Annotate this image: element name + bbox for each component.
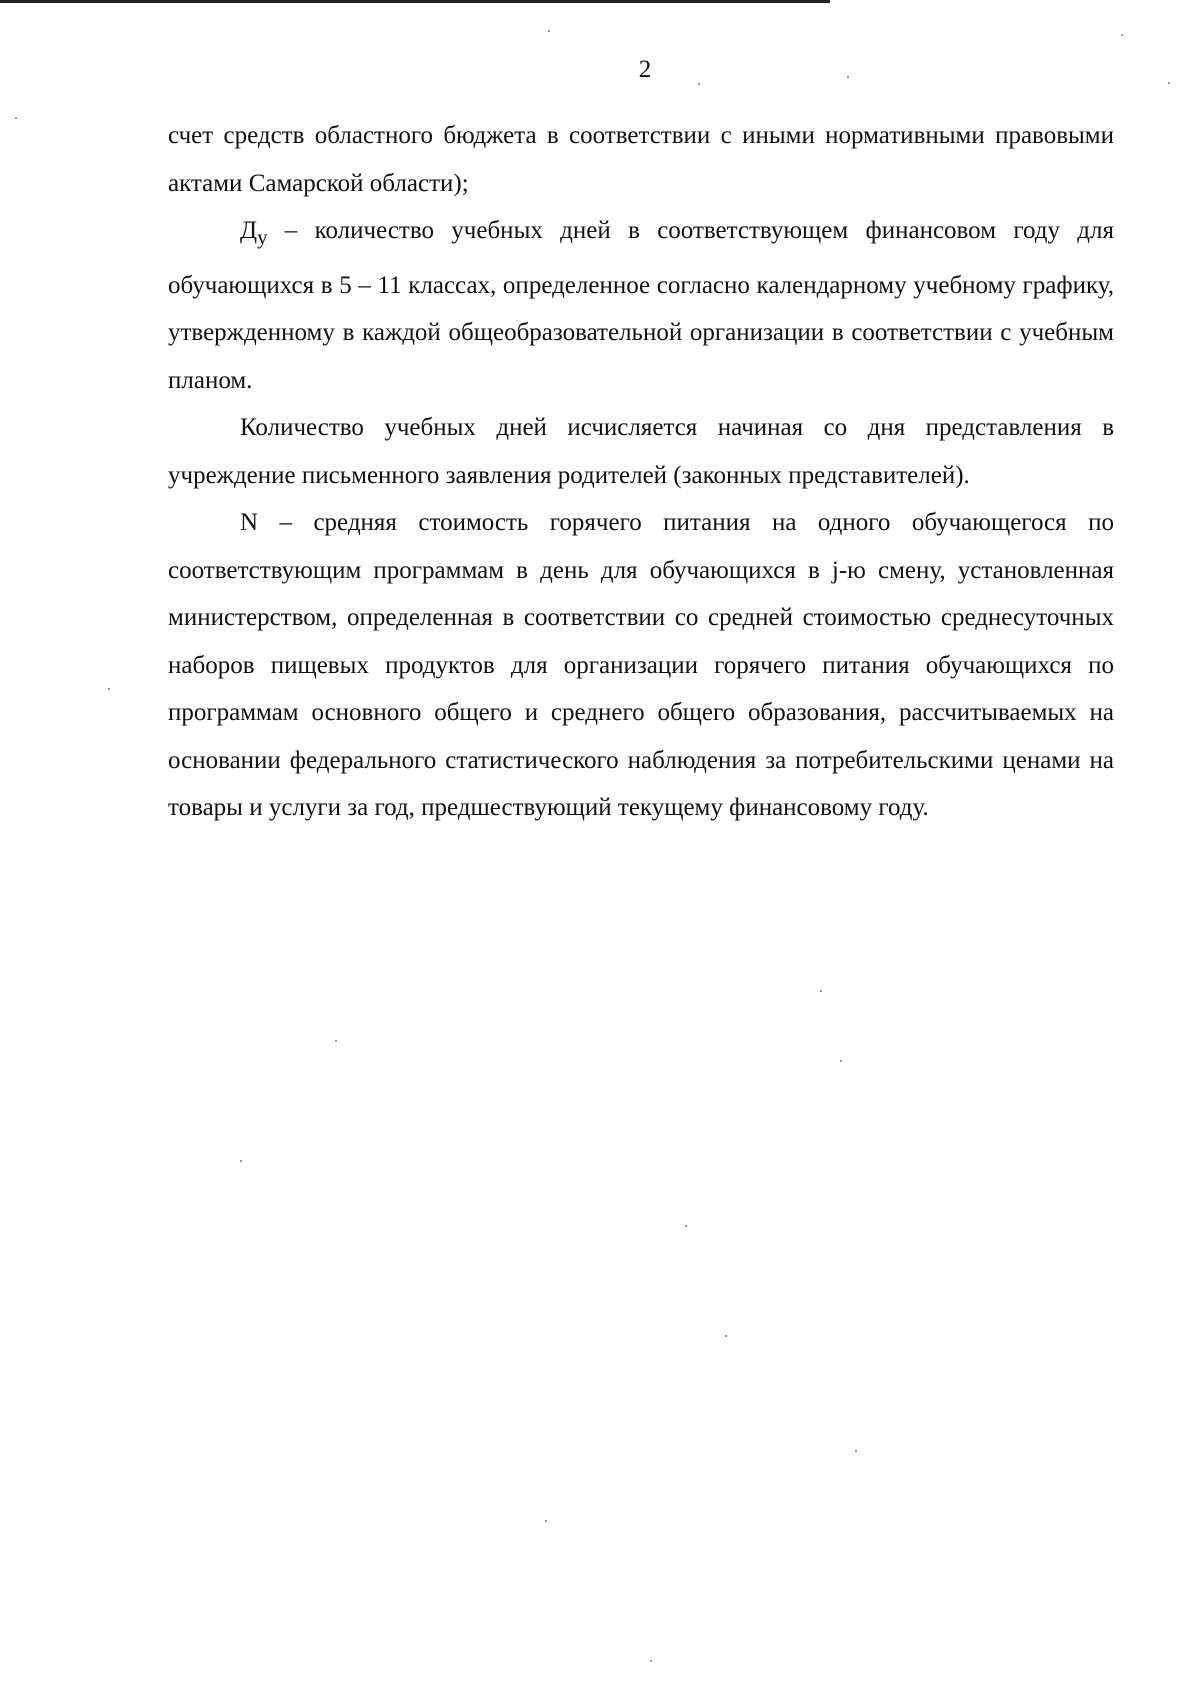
scan-speck [545, 1520, 547, 1522]
scan-speck [820, 990, 822, 992]
scan-speck [335, 1040, 337, 1042]
variable-d: Д [240, 217, 258, 244]
scan-speck [15, 117, 17, 119]
top-rule [0, 0, 830, 3]
document-body [168, 112, 1114, 832]
page-number: 2 [638, 56, 652, 83]
scan-speck [855, 1450, 857, 1452]
scan-speck [698, 83, 700, 85]
scan-speck [847, 76, 849, 78]
paragraph-du-definition [168, 207, 1114, 404]
paragraph-du-text: – количество учебных дней в соответствующем финансовом году для обучающихся в 5 – 11 классах, определенное согласно календарному учебному графику, утвержденному в каждой общеобразовательной организации в соответствии с учебным планом. [168, 217, 1114, 394]
scan-speck [1168, 82, 1170, 84]
scan-speck [725, 1335, 727, 1337]
scan-speck [548, 30, 550, 32]
paragraph-school-days: Количество учебных дней исчисляется начиная со дня представления в учреждение письменного заявления родителей (законных представителей). [168, 414, 1114, 489]
scan-speck [240, 1160, 242, 1162]
scan-speck [685, 1225, 687, 1227]
paragraph-n-definition: N – средняя стоимость горячего питания на одного обучающегося по соответствующим программам в день для обучающихся в j-ю смену, установленная министерством, определенная в соответствии со средней стоимостью среднесуточных наборов пищевых продуктов для организации горячего питания обучающихся по программам основного общего и среднего общего образования, рассчитываемых на основании федерального статистического наблюдения за потребительскими ценами на товары и услуги за год, предшествующий текущему финансовому году. [168, 509, 1114, 821]
variable-subscript: у [257, 225, 268, 249]
paragraph-continuation: счет средств областного бюджета в соответствии с иными нормативными правовыми актами Самарской области); [168, 122, 1114, 197]
scan-speck [108, 688, 110, 690]
scan-speck [840, 1060, 842, 1062]
scan-speck [1121, 34, 1123, 36]
scan-speck [650, 1660, 652, 1662]
